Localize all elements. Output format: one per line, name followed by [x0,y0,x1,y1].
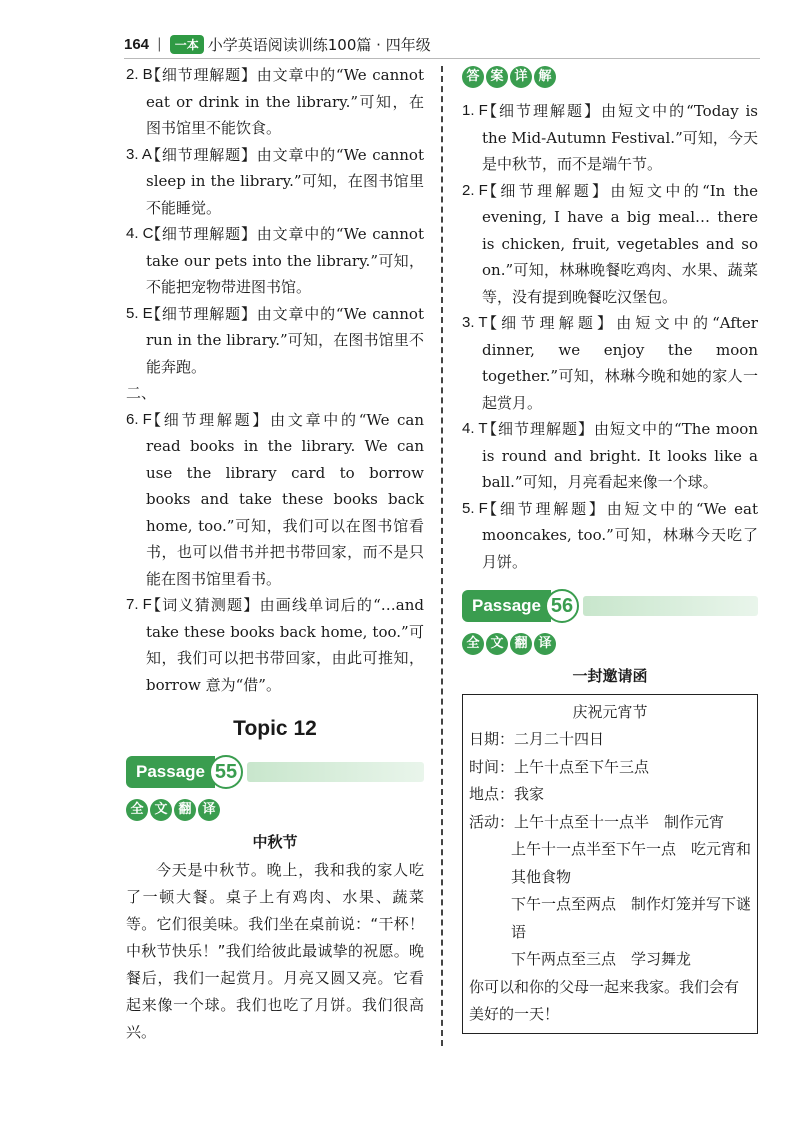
invitation-date: 日期：二月二十四日 [469,730,605,748]
answer-explanation: 由短文中的“We eat mooncakes, too.”可知，林琳今天吃了月饼。 [482,499,758,571]
answer-explanation: 由短文中的“Today is the Mid-Autumn Festival.”可知，今天是中秋节，而不是端午节。 [482,102,758,173]
answer-item [462,98,758,178]
answer-item [126,221,424,301]
answer-item [126,407,424,593]
badge-char: 解 [534,66,556,88]
story-title: 中秋节 [252,832,298,851]
answer-explanation: 由短文中的“After dinner, we enjoy the moon together.”可知，林琳今晚和她的家人一起赏月。 [482,314,758,412]
section-heading: 二、 [126,384,157,402]
invitation-activity: 上午十一点半至下午一点 吃元宵和其他食物 [511,840,752,886]
answer-item [462,496,758,576]
invitation-title: 一封邀请函 [572,667,648,685]
translation-badge [462,633,758,655]
brand-logo: 一本 [170,35,204,54]
badge-char: 译 [198,799,220,821]
passage-number: 56 [545,589,579,623]
invitation-activity: 下午一点至两点 制作灯笼并写下谜语 [511,895,752,941]
answer-number: 3. A [126,145,152,163]
question-type: 【词义猜测题】 [146,596,260,614]
badge-char: 答 [462,66,484,88]
answer-number: 5. F [462,499,488,517]
answer-item [462,178,758,311]
banner-decoration [583,596,758,616]
badge-char: 文 [150,799,172,821]
answer-explanation: 由画线单词后的“…and take these books back home, too.”可知，我们可以把书带回家，由此可推知，borrow 意为“借”。 [146,596,424,694]
question-type: 【细节理解题】 [146,66,257,84]
banner-decoration [247,762,424,782]
answer-item [462,310,758,416]
page-number: 164 [124,35,150,53]
header-separator: | [157,36,162,52]
answer-explanation: 由文章中的“We cannot eat or drink in the library.”可知，在图书馆里不能饮食。 [146,66,424,137]
invitation-time: 时间：上午十点至下午三点 [469,757,650,776]
invitation-activity: 活动：上午十点至十一点半 制作元宵 [469,812,725,831]
passage-banner [462,589,758,623]
question-type: 【细节理解题】 [482,102,602,120]
passage-number: 55 [209,755,243,789]
header-rule [124,58,760,59]
left-column [126,62,424,1046]
question-type: 【细节理解题】 [146,410,271,429]
badge-char: 详 [510,66,532,88]
answer-item [126,592,424,698]
right-column [462,98,758,1034]
badge-char: 全 [462,633,484,655]
invitation-box [462,694,758,1034]
question-type: 【细节理解题】 [146,145,257,164]
badge-char: 译 [534,633,556,655]
question-type: 【细节理解题】 [482,314,617,332]
answer-number: 3. T [462,314,488,331]
answer-explanation: 由文章中的“We cannot sleep in the library.”可知，在图书馆里不能睡觉。 [146,145,424,217]
question-type: 【细节理解题】 [482,181,611,200]
answer-badge [462,66,556,88]
question-type: 【细节理解题】 [146,225,257,243]
badge-char: 全 [126,799,148,821]
answer-explanation: 由文章中的“We cannot take our pets into the library.”可知，不能把宠物带进图书馆。 [146,225,424,296]
invitation-heading: 庆祝元宵节 [572,702,648,721]
badge-char: 翻 [174,799,196,821]
page-header [124,32,431,56]
question-type: 【细节理解题】 [482,499,607,518]
translation-badge [126,799,424,821]
answer-number: 6. F [126,410,152,428]
badge-char: 案 [486,66,508,88]
answer-item [126,142,424,222]
answer-number: 4. T [462,420,488,437]
answer-explanation: 由文章中的“We cannot run in the library.”可知，在图书馆里不能奔跑。 [146,304,424,376]
answer-item [126,62,424,142]
answer-number: 7. F [126,596,152,613]
answer-explanation: 由短文中的“In the evening, I have a big meal… there is chicken, fruit, vegetables and so on.”可知，林琳晚餐吃鸡肉、水果、蔬菜等，没有提到晚餐吃汉堡包。 [482,181,758,306]
badge-char: 文 [486,633,508,655]
answer-number: 4. C [126,225,154,242]
answer-item [126,301,424,381]
answer-explanation: 由文章中的“We can read books in the library. We can use the library card to borrow books and take these books back home, too.”可知，我们可以在图书馆看书，也可以借书并把书带回家，而不是只能在图书馆里看书。 [146,410,424,588]
badge-char: 翻 [510,633,532,655]
answer-explanation: 由短文中的“The moon is round and bright. It looks like a ball.”可知，月亮看起来像一个球。 [482,420,758,491]
question-type: 【细节理解题】 [146,304,257,323]
passage-label: Passage [126,756,215,788]
passage-label: Passage [462,590,551,622]
passage-banner [126,755,424,789]
answer-item [462,416,758,496]
answer-number: 2. F [462,181,488,199]
answer-number: 5. E [126,304,153,322]
answer-number: 1. F [462,102,488,119]
column-divider [441,66,443,1046]
topic-title: Topic 12 [233,717,317,740]
book-title: 小学英语阅读训练100篇 · 四年级 [207,35,431,54]
story-text: 今天是中秋节。晚上，我和我的家人吃了一顿大餐。桌子上有鸡肉、水果、蔬菜等。它们很美味。我们坐在桌前说：“干杯！中秋节快乐！”我们给彼此最诚挚的祝愿。晚餐后，我们一起赏月。月亮又圆又亮。它看起来像一个球。我们也吃了月饼。我们很高兴。 [126,861,424,1041]
invitation-activity: 下午两点至三点 学习舞龙 [511,950,692,968]
invitation-closing: 你可以和你的父母一起来我家。我们会有美好的一天！ [469,977,740,1023]
invitation-place: 地点：我家 [469,785,545,803]
question-type: 【细节理解题】 [482,420,595,438]
answer-number: 2. B [126,66,153,83]
